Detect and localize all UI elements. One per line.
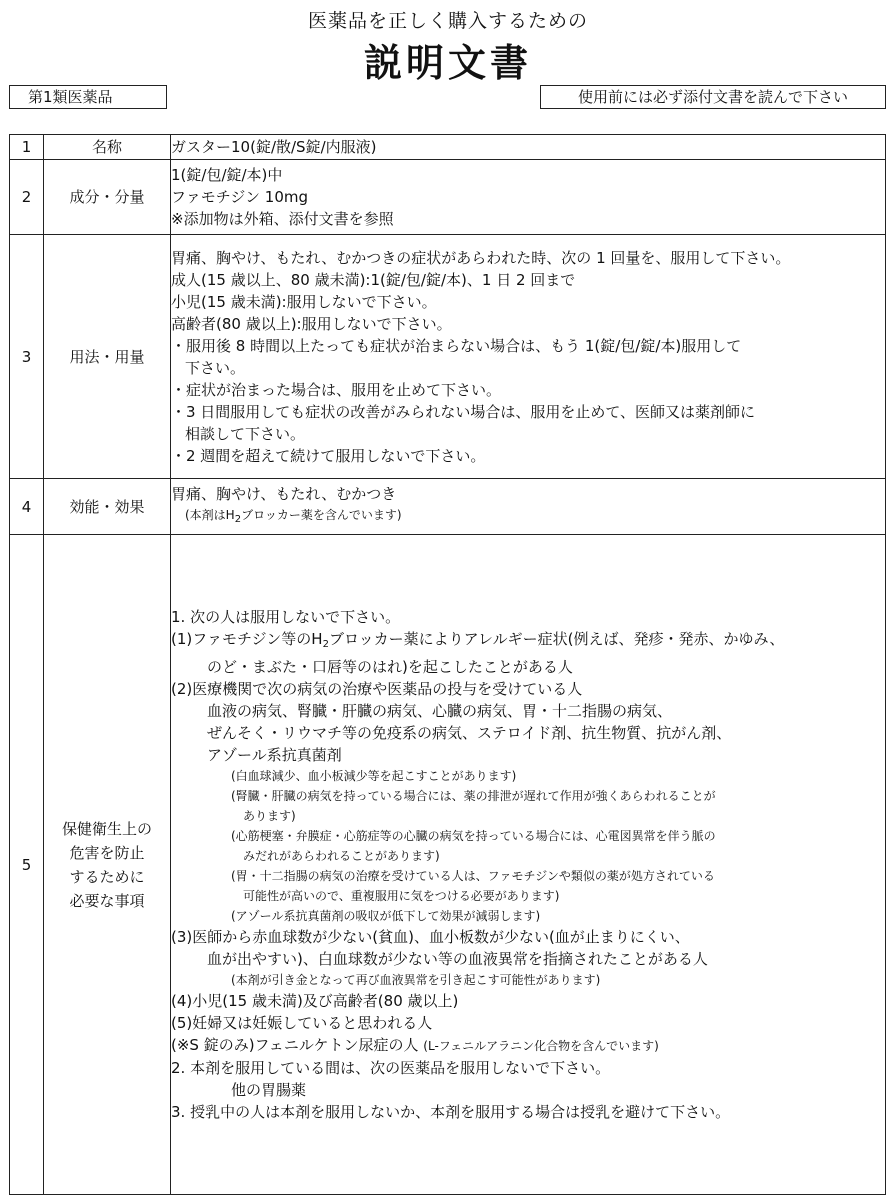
row-content: [171, 479, 886, 535]
row-content: [171, 535, 886, 1195]
table-row: [10, 235, 886, 479]
content-line: (2)医療機関で次の病気の治療や医薬品の投与を受けている人: [171, 680, 583, 698]
content-note: (本剤が引き金となって再び血液異常を引き起こす可能性があります): [231, 973, 601, 987]
content-note: (白血球減少、血小板減少等を起こすことがあります): [231, 769, 517, 783]
content-line: (5)妊婦又は妊娠していると思われる人: [171, 1014, 433, 1032]
row-content: [171, 235, 886, 479]
content-line: (4)小児(15 歳未満)及び高齢者(80 歳以上): [171, 992, 459, 1010]
heading-line: 必要な事項: [69, 891, 145, 910]
table-row: [10, 479, 886, 535]
row-number: 4: [10, 479, 44, 535]
note-text: ブロッカー薬を含んでいます): [241, 508, 402, 522]
row-heading: 効能・効果: [44, 479, 171, 535]
content-line: 胃痛、胸やけ、もたれ、むかつきの症状があらわれた時、次の 1 回量を、服用して下さい。: [171, 248, 791, 267]
line-text: ブロッカー薬によりアレルギー症状(例えば、発疹・発赤、かゆみ、: [328, 630, 785, 648]
table-row: [10, 135, 886, 160]
row-content: [171, 135, 886, 160]
line-text: (※S 錠のみ)フェニルケトン尿症の人: [171, 1036, 419, 1054]
row-number: 2: [10, 160, 44, 235]
row-number: 3: [10, 235, 44, 479]
content-line: 他の胃腸薬: [231, 1081, 307, 1099]
content-note: (アゾール系抗真菌剤の吸収が低下して効果が減弱します): [231, 909, 541, 923]
content-line: 小児(15 歳未満):服用しないで下さい。: [171, 292, 437, 311]
content-line: ※添加物は外箱、添付文書を参照: [171, 210, 394, 228]
content-line: 胃痛、胸やけ、もたれ、むかつき: [171, 485, 397, 503]
row-number: 5: [10, 535, 44, 1195]
document-subtitle: 医薬品を正しく購入するための: [307, 10, 588, 32]
content-line: 血液の病気、腎臓・肝臓の病気、心臓の病気、胃・十二指腸の病気、: [207, 702, 673, 720]
row-heading: 名称: [44, 135, 171, 160]
content-line: 相談して下さい。: [185, 424, 306, 443]
content-note: (胃・十二指腸の病気の治療を受けている人は、ファモチジンや類似の薬が処方されている: [231, 869, 715, 883]
content-line: ぜんそく・リウマチ等の免疫系の病気、ステロイド剤、抗生物質、抗がん剤、: [207, 724, 732, 742]
content-line: 高齢者(80 歳以上):服用しないで下さい。: [171, 314, 452, 333]
row-number: 1: [10, 135, 44, 160]
content-line: 1. 次の人は服用しないで下さい。: [171, 608, 401, 626]
document-title: 説明文書: [363, 41, 532, 85]
content-line: ガスター10(錠/散/S錠/内服液): [171, 138, 377, 156]
info-table: [9, 134, 886, 1195]
subscript-text: 2: [322, 639, 329, 650]
content-note: (腎臓・肝臓の病気を持っている場合には、薬の排泄が遅れて作用が強くあらわれることが: [231, 789, 716, 803]
heading-line: 保健衛生上の: [61, 819, 152, 838]
content-line: 成人(15 歳以上、80 歳未満):1(錠/包/錠/本)、1 日 2 回まで: [171, 270, 576, 289]
note-text: (本剤はH: [185, 508, 235, 522]
content-line: ・2 週間を超えて続けて服用しないで下さい。: [171, 446, 486, 465]
content-line: 1(錠/包/錠/本)中: [171, 166, 283, 184]
content-line: ・3 日間服用しても症状の改善がみられない場合は、服用を止めて、医師又は薬剤師に: [171, 402, 756, 421]
content-line: ファモチジン 10mg: [171, 188, 309, 206]
heading-line: 危害を防止: [69, 843, 145, 862]
table-row: [10, 160, 886, 235]
usage-notice: 使用前には必ず添付文書を読んで下さい: [540, 85, 886, 109]
row-heading: 成分・分量: [44, 160, 171, 235]
content-line: アゾール系抗真菌剤: [207, 746, 342, 764]
category-label: 第1類医薬品: [9, 85, 167, 109]
row-heading: 用法・用量: [44, 235, 171, 479]
line-text: (1)ファモチジン等のH: [171, 630, 323, 648]
content-note: みだれがあらわれることがあります): [243, 849, 440, 863]
content-note: (心筋梗塞・弁膜症・心筋症等の心臓の病気を持っている場合には、心電図異常を伴う脈の: [231, 829, 716, 843]
line-note: (L-フェニルアラニン化合物を含んでいます): [423, 1039, 659, 1053]
content-note: あります): [243, 809, 296, 823]
content-line: 血が出やすい)、白血球数が少ない等の血液異常を指摘されたことがある人: [207, 950, 708, 968]
row-heading: [44, 535, 171, 1195]
content-line: 3. 授乳中の人は本剤を服用しないか、本剤を服用する場合は授乳を避けて下さい。: [171, 1103, 731, 1121]
content-line: [171, 1034, 885, 1057]
content-line: のど・まぶた・口唇等のはれ)を起こしたことがある人: [207, 658, 573, 676]
row-content: [171, 160, 886, 235]
subscript-text: 2: [234, 514, 242, 525]
content-line: [171, 628, 885, 656]
content-note: [171, 505, 885, 530]
content-line: ・症状が治まった場合は、服用を止めて下さい。: [171, 380, 502, 399]
content-line: ・服用後 8 時間以上たっても症状が治まらない場合は、もう 1(錠/包/錠/本)服用して: [171, 336, 742, 355]
heading-line: するために: [69, 867, 145, 886]
table-row: [10, 535, 886, 1195]
content-line: 下さい。: [185, 358, 246, 377]
content-line: 2. 本剤を服用している間は、次の医薬品を服用しないで下さい。: [171, 1059, 611, 1077]
content-line: (3)医師から赤血球数が少ない(貧血)、血小板数が少ない(血が止まりにくい、: [171, 928, 690, 946]
content-note: 可能性が高いので、重複服用に気をつける必要があります): [243, 889, 560, 903]
